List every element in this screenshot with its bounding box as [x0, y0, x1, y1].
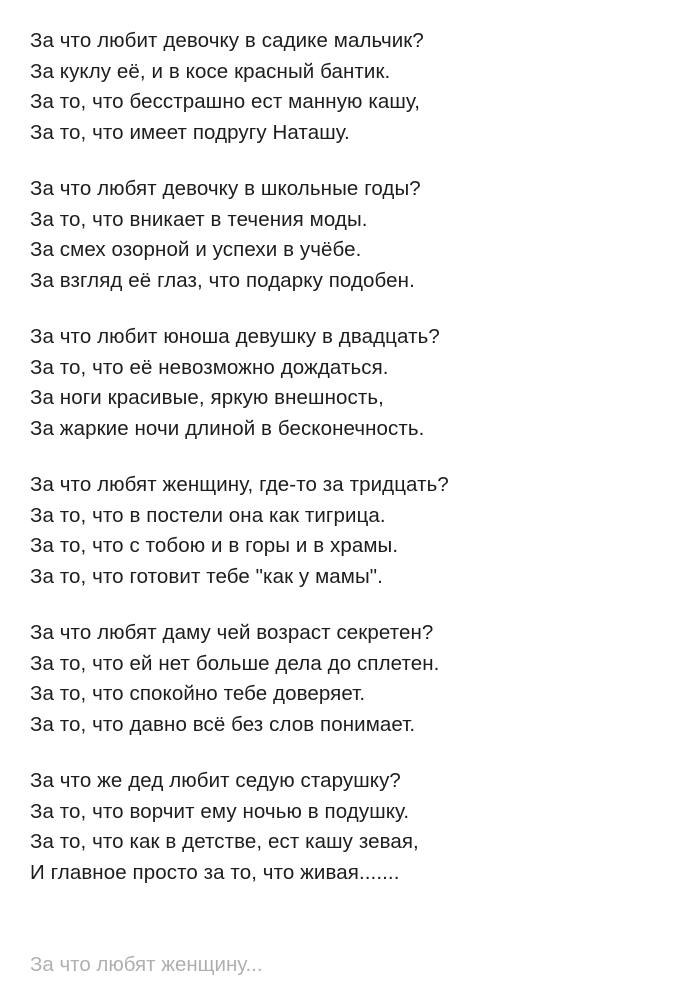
poem-line: За то, что спокойно тебе доверяет.: [30, 682, 366, 705]
poem-line: За то, что давно всё без слов понимает.: [30, 712, 416, 736]
stanza: [30, 322, 668, 444]
poem-line: За что любят девочку в школьные годы?: [30, 177, 421, 200]
poem-line: За то, что бесстрашно ест манную кашу,: [30, 90, 420, 113]
stanza: [30, 766, 668, 888]
poem-line: За куклу её, и в косе красный бантик.: [30, 59, 391, 83]
poem-line: За что же дед любит седую старушку?: [30, 769, 401, 792]
poem-line: За то, что её невозможно дождаться.: [30, 355, 389, 379]
stanza: [30, 174, 668, 296]
poem-line: За то, что как в детстве, ест кашу зевая,: [30, 830, 419, 853]
stanza: [30, 470, 668, 592]
stanza: [30, 26, 668, 148]
poem-line: За ноги красивые, яркую внешность,: [30, 386, 384, 409]
poem-line: За что любят женщину, где-то за тридцать?: [30, 473, 449, 496]
stanza: [30, 618, 668, 740]
poem-line: За то, что ей нет больше дела до сплетен.: [30, 651, 440, 675]
poem-line: За жаркие ночи длиной в бесконечность.: [30, 416, 425, 440]
poem-body: [30, 26, 668, 888]
poem-line: За смех озорной и успехи в учёбе.: [30, 238, 362, 261]
poem-line: За то, что с тобою и в горы и в храмы.: [30, 534, 399, 557]
poem-line: За что любит юноша девушку в двадцать?: [30, 325, 440, 348]
clipped-text-row: За что любят женщину...: [30, 953, 263, 976]
poem-line: За что любит девочку в садике мальчик?: [30, 29, 424, 52]
poem-line: За взгляд её глаз, что подарку подобен.: [30, 268, 415, 292]
poem-line: За то, что ворчит ему ночью в подушку.: [30, 799, 410, 823]
poem-line: За то, что имеет подругу Наташу.: [30, 120, 350, 144]
poem-line: За то, что в постели она как тигрица.: [30, 503, 386, 527]
poem-line: За то, что вникает в течения моды.: [30, 207, 368, 231]
poem-line: За то, что готовит тебе "как у мамы".: [30, 564, 383, 588]
poem-line: И главное просто за то, что живая.......: [30, 860, 400, 884]
poem-line: За что любят даму чей возраст секретен?: [30, 621, 434, 644]
